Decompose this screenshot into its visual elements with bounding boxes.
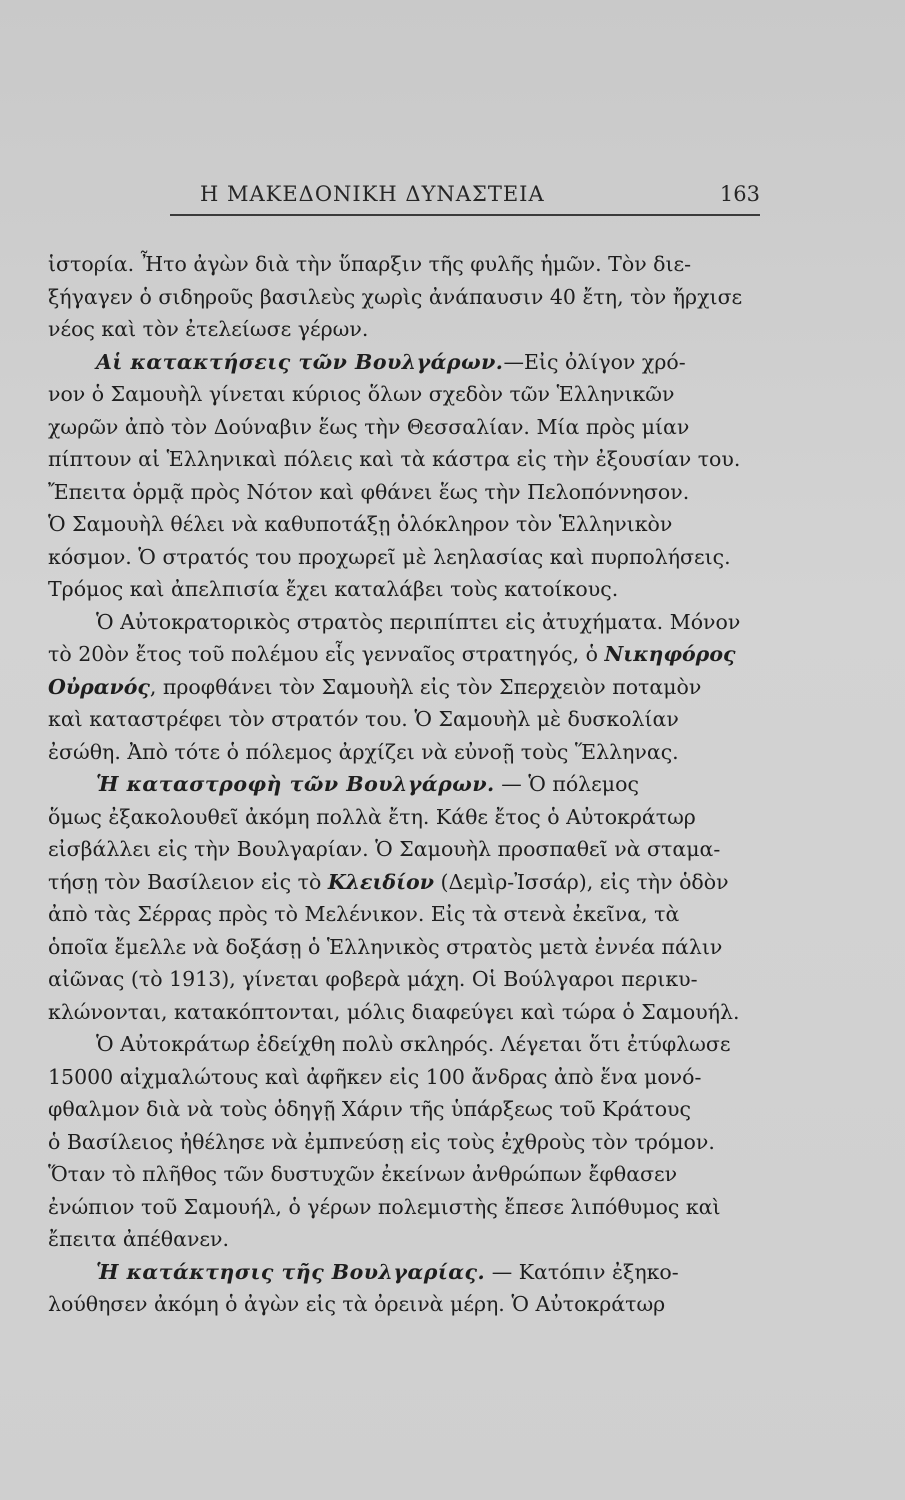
text-line [48,346,783,379]
page-header [170,178,760,214]
section-heading: Ἡ κατάκτησις τῆς Βουλγαρίας. [96,1259,486,1284]
text-line: Ὅταν τὸ πλῆθος τῶν δυστυχῶν ἐκείνων ἀνθρώπων ἔφθασεν [48,1162,678,1186]
text-line: ἐνώπιον τοῦ Σαμουήλ, ὁ γέρων πολεμιστὴς ἔπεσε λιπόθυμος καὶ [48,1194,721,1219]
page-number: 163 [719,182,760,206]
running-head: Η ΜΑΚΕΔΟΝΙΚΗ ΔΥΝΑΣΤΕΙΑ [200,182,545,206]
text-line: αἰῶνας (τὸ 1913), γίνεται φοβερὰ μάχη. Οἱ Βούλγαροι περικυ- [48,967,698,991]
text-line [48,638,783,671]
text-run: — Κατόπιν ἐξηκο- [485,1259,679,1284]
text-line [48,671,783,704]
text-line: ἀπὸ τὰς Σέρρας πρὸς τὸ Μελένικον. Εἰς τὰ στενὰ ἐκεῖνα, τὰ [48,902,680,926]
text-line: Ὁ Αὐτοκρατορικὸς στρατὸς περιπίπτει εἰς ἀτυχήματα. Μόνον [96,609,741,634]
text-run: , προφθάνει τὸν Σαμουὴλ εἰς τὸν Σπερχειὸν ποταμὸν [149,674,702,699]
text-run: —Εἰς ὀλίγον χρό- [503,349,686,374]
text-line [48,1256,783,1289]
place-name: Κλειδίον [327,869,434,894]
text-line: νον ὁ Σαμουὴλ γίνεται κύριος ὅλων σχεδὸν τῶν Ἑλληνικῶν [48,382,675,406]
text-line: ἐσώθη. Ἀπὸ τότε ὁ πόλεμος ἀρχίζει νὰ εὐνοῇ τοὺς Ἕλληνας. [48,739,679,764]
text-line: εἰσβάλλει εἰς τὴν Βουλγαρίαν. Ὁ Σαμουὴλ προσπαθεῖ νὰ σταμα- [48,837,721,861]
section-heading: Αἱ κατακτήσεις τῶν Βουλγάρων. [96,349,504,374]
text-line: ὁποῖα ἔμελλε νὰ δοξάσῃ ὁ Ἑλληνικὸς στρατὸς μετὰ ἐννέα πάλιν [48,934,723,959]
text-line: χωρῶν ἀπὸ τὸν Δούναβιν ἕως τὴν Θεσσαλίαν. Μία πρὸς μίαν [48,414,690,439]
text-run: — Ὁ πόλεμος [494,772,639,796]
text-line: ἔπειτα ἀπέθανεν. [48,1227,230,1251]
proper-name: Οὐρανός [48,674,150,699]
text-line: ἱστορία. Ἦτο ἀγὼν διὰ τὴν ὕπαρξιν τῆς φυλῆς ἡμῶν. Τὸν διε- [48,252,692,276]
text-line: φθαλμον διὰ νὰ τοὺς ὁδηγῇ Χάριν τῆς ὑπάρξεως τοῦ Κράτους [48,1097,691,1121]
text-run: τήσῃ τὸν Βασίλειον εἰς τὸ [48,869,322,894]
text-line: κόσμον. Ὁ στρατός του προχωρεῖ μὲ λεηλασίας καὶ πυρπολήσεις. [48,544,731,569]
text-line: Ὁ Σαμουὴλ θέλει νὰ καθυποτάξῃ ὁλόκληρον τὸν Ἑλληνικὸν [48,512,673,536]
body-text [48,248,783,1321]
text-run: (Δεμὶρ-Ἰσσάρ), εἰς τὴν ὁδὸν [433,869,729,894]
text-line: Ἔπειτα ὁρμᾷ πρὸς Νότον καὶ φθάνει ἕως τὴν Πελοπόννησον. [48,479,690,504]
text-line: ὁ Βασίλειος ἠθέλησε νὰ ἐμπνεύσῃ εἰς τοὺς ἐχθροὺς τὸν τρόμον. [48,1129,715,1154]
text-line: λούθησεν ἀκόμη ὁ ἀγὼν εἰς τὰ ὀρεινὰ μέρη. Ὁ Αὐτοκράτωρ [48,1292,666,1316]
text-line [48,768,783,801]
text-line: 15000 αἰχμαλώτους καὶ ἀφῆκεν εἰς 100 ἄνδρας ἀπὸ ἕνα μονό- [48,1064,702,1089]
text-run: τὸ 20ὸν ἔτος τοῦ πολέμου εἷς γενναῖος στρατηγός, ὁ [48,642,598,666]
text-line: νέος καὶ τὸν ἐτελείωσε γέρων. [48,317,369,341]
text-line [48,866,783,899]
text-line: πίπτουν αἱ Ἑλληνικαὶ πόλεις καὶ τὰ κάστρα εἰς τὴν ἐξουσίαν του. [48,447,741,471]
proper-name: Νικηφόρος [604,642,736,666]
section-heading: Ἡ καταστροφὴ τῶν Βουλγάρων. [96,772,495,796]
text-line: Ὁ Αὐτοκράτωρ ἐδείχθη πολὺ σκληρός. Λέγεται ὅτι ἐτύφλωσε [96,1032,731,1056]
text-line: Τρόμος καὶ ἀπελπισία ἔχει καταλάβει τοὺς κατοίκους. [48,577,619,601]
text-line: καὶ καταστρέφει τὸν στρατόν του. Ὁ Σαμουὴλ μὲ δυσκολίαν [48,707,679,731]
text-line: κλώνονται, κατακόπτονται, μόλις διαφεύγει καὶ τώρα ὁ Σαμουήλ. [48,999,740,1024]
header-rule [170,214,760,216]
text-line: ξήγαγεν ὁ σιδηροῦς βασιλεὺς χωρὶς ἀνάπαυσιν 40 ἔτη, τὸν ἤρχισε [48,284,743,309]
text-line: ὅμως ἐξακολουθεῖ ἀκόμη πολλὰ ἔτη. Κάθε ἔτος ὁ Αὐτοκράτωρ [48,804,696,829]
